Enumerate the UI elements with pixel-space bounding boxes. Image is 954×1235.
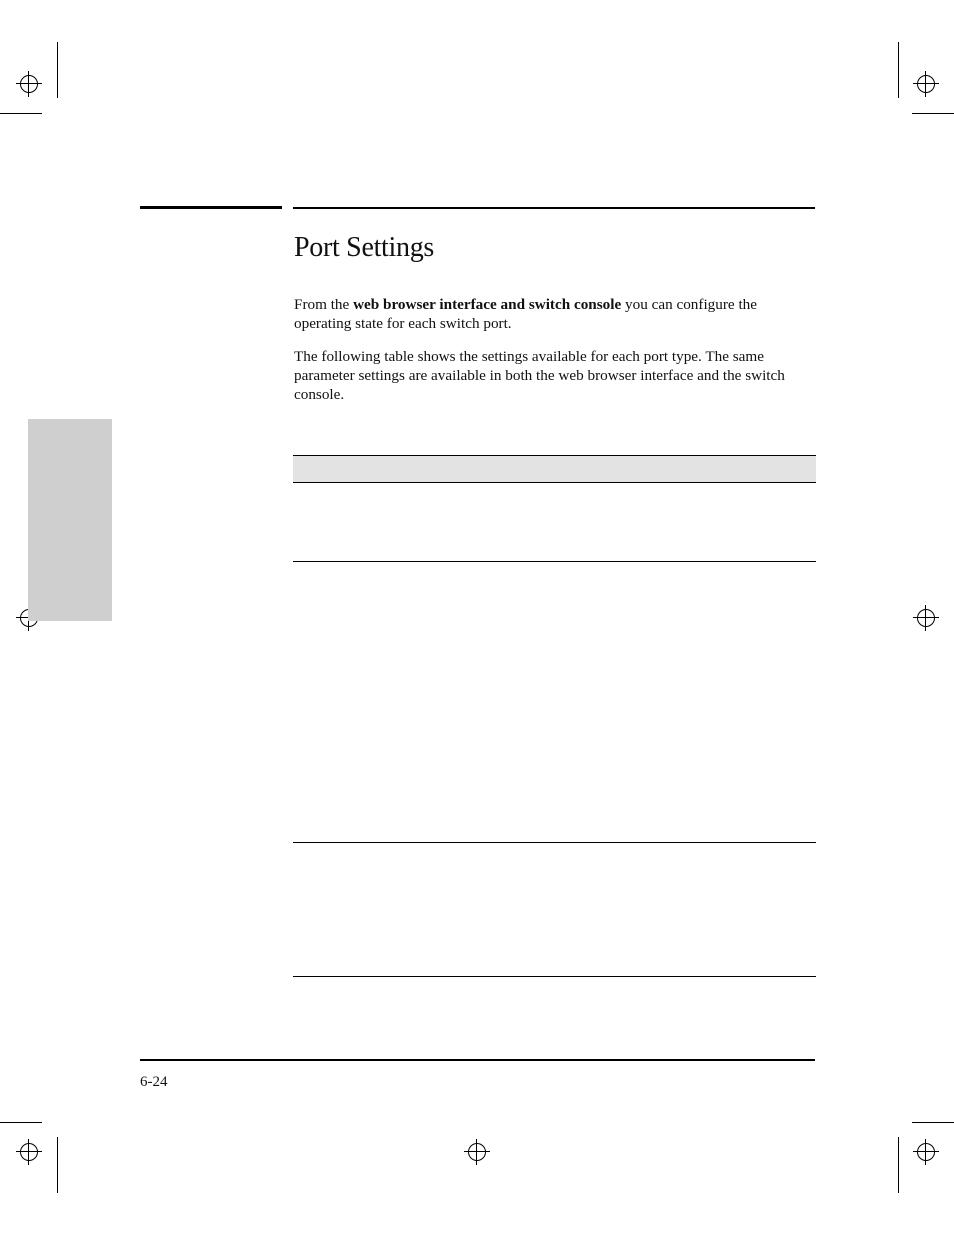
registration-mark-top-right xyxy=(913,71,939,97)
table-description-paragraph: The following table shows the settings available for each port type. The same parameter settings are available in both the web browser interface and the switch console. xyxy=(294,348,785,403)
crop-line-top-left-vertical xyxy=(57,42,58,98)
crop-line-bottom-right-vertical xyxy=(898,1137,899,1193)
crop-line-bottom-left-vertical xyxy=(57,1137,58,1193)
page-title: Port Settings xyxy=(294,232,435,263)
crop-line-bottom-left-horizontal xyxy=(0,1122,42,1123)
crop-line-top-left-horizontal xyxy=(0,113,42,114)
table-bottom-rule xyxy=(293,976,816,977)
crop-line-top-right-vertical xyxy=(898,42,899,98)
intro-text-bold: web browser interface and switch console xyxy=(353,296,622,313)
chapter-side-tab xyxy=(28,419,112,621)
registration-mark-bottom-left xyxy=(16,1139,42,1165)
intro-text-before: From the xyxy=(294,296,354,313)
header-rule-left xyxy=(140,206,282,209)
table-header-row xyxy=(293,455,816,483)
table-row-divider xyxy=(293,842,816,843)
intro-text-after: you can configure the operating state for each switch port. xyxy=(294,296,758,332)
crop-line-top-right-horizontal xyxy=(912,113,954,114)
registration-mark-top-left xyxy=(16,71,42,97)
page-number: 6-24 xyxy=(140,1074,168,1090)
registration-mark-mid-right xyxy=(913,605,939,631)
header-rule-main xyxy=(293,207,815,209)
crop-line-bottom-right-horizontal xyxy=(912,1122,954,1123)
table-row-divider xyxy=(293,561,816,562)
registration-mark-bottom-center xyxy=(464,1139,490,1165)
footer-rule xyxy=(140,1059,815,1061)
intro-paragraph xyxy=(294,295,816,333)
registration-mark-bottom-right xyxy=(913,1139,939,1165)
